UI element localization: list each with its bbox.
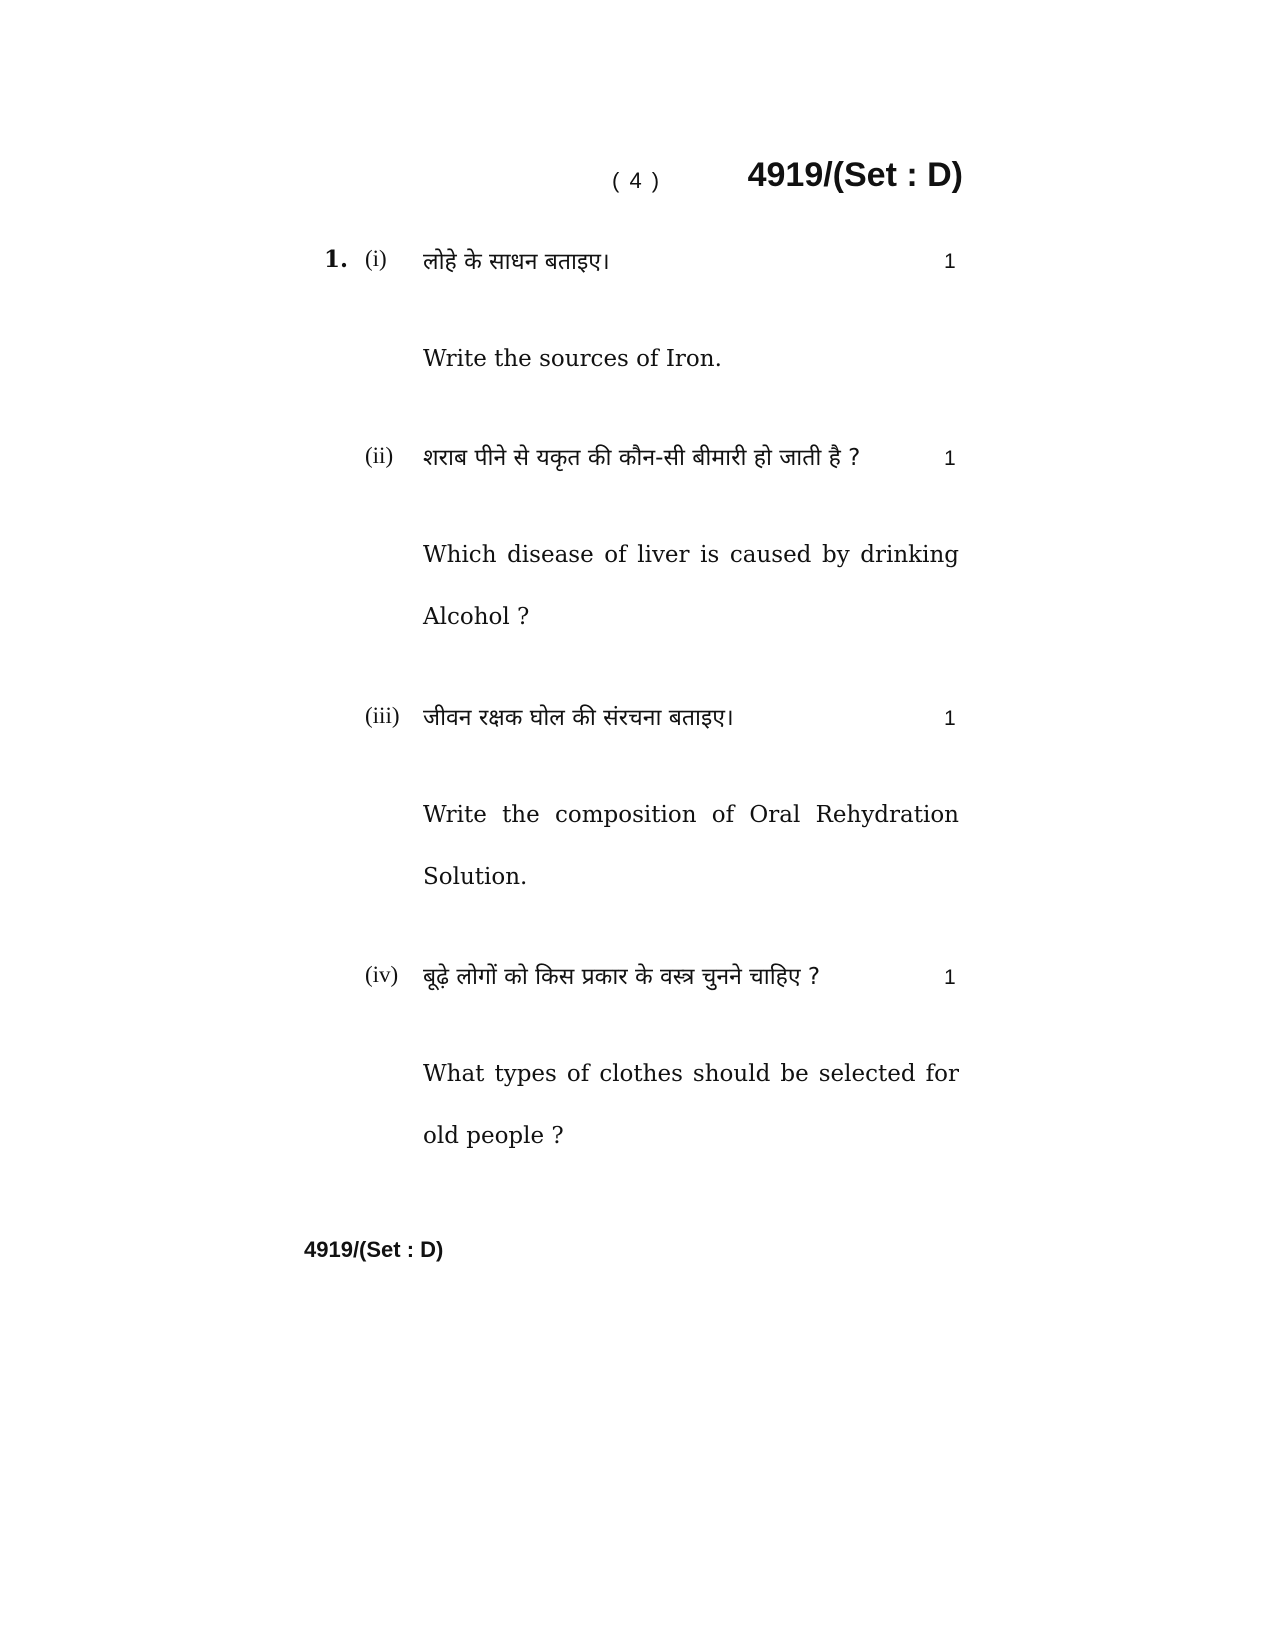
part-iv-hindi: बूढ़े लोगों को किस प्रकार के वस्त्र चुनने चाहिए ? (423, 964, 821, 990)
part-i-marks: 1 (944, 250, 956, 273)
page-number: ( 4 ) (612, 168, 662, 193)
part-iv-english: What types of clothes should be selected for old people ? (423, 1061, 959, 1149)
part-iii-english: Write the composition of Oral Rehydration Solution. (423, 802, 959, 890)
part-iii-marks: 1 (944, 707, 956, 730)
part-ii-marks: 1 (944, 447, 956, 470)
part-i-hindi: लोहे के साधन बताइए। (423, 249, 610, 275)
part-label-iv: (iv) (365, 962, 399, 987)
part-i-english: Write the sources of Iron. (423, 346, 722, 372)
part-iv-marks: 1 (944, 966, 956, 989)
part-ii-hindi: शराब पीने से यकृत की कौन-सी बीमारी हो जाती है ? (423, 445, 861, 471)
part-iii-hindi: जीवन रक्षक घोल की संरचना बताइए। (423, 705, 734, 731)
part-label-iii: (iii) (365, 703, 400, 728)
paper-code-footer: 4919/(Set : D) (304, 1237, 444, 1262)
part-ii-english: Which disease of liver is caused by drinking Alcohol ? (423, 542, 959, 630)
question-number: 1. (324, 246, 349, 273)
paper-code-header: 4919/(Set : D) (747, 156, 963, 194)
part-label-i: (i) (365, 246, 387, 271)
part-label-ii: (ii) (365, 443, 394, 468)
